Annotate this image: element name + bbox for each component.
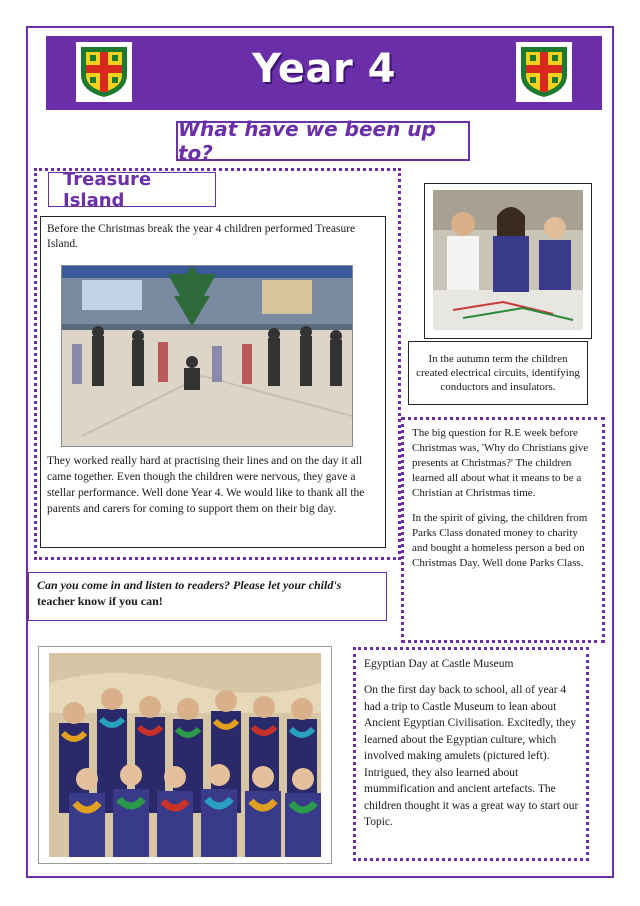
circuits-caption: In the autumn term the children created electrical circuits, identifying conductors and insulators. bbox=[408, 341, 588, 405]
re-week-section bbox=[401, 417, 605, 643]
treasure-island-heading: Treasure Island bbox=[48, 172, 216, 207]
egyptian-day-title: Egyptian Day at Castle Museum bbox=[364, 658, 514, 670]
header-banner bbox=[46, 36, 602, 110]
school-crest-icon bbox=[516, 42, 572, 102]
readers-request-line2: teacher know if you can! bbox=[37, 594, 163, 608]
play-performance-photo bbox=[61, 265, 353, 447]
egyptian-day-class-photo bbox=[49, 653, 321, 857]
re-week-paragraph: In the spirit of giving, the children from Parks Class donated money to charity and bought a homeless person a bed on Christmas Day. Well done Parks Class. bbox=[412, 512, 588, 569]
electrical-circuits-photo bbox=[433, 190, 583, 330]
treasure-island-article bbox=[40, 216, 386, 548]
egyptian-day-section bbox=[353, 647, 589, 861]
readers-request bbox=[28, 572, 387, 621]
circuits-photo-frame bbox=[424, 183, 592, 339]
subtitle: What have we been up to? bbox=[176, 121, 470, 161]
egyptian-day-photo-frame bbox=[38, 646, 332, 864]
treasure-island-body: They worked really hard at practising their lines and on the day it all came together. Even though the children were nervous, they gave a stellar performance. Well done Year 4. We would like to thank all the parents and carers for coming to support them on their big day. bbox=[47, 455, 365, 515]
treasure-island-intro: Before the Christmas break the year 4 children performed Treasure Island. bbox=[47, 223, 356, 250]
re-week-text bbox=[412, 426, 596, 571]
readers-request-line1: Can you come in and listen to readers? Please let your child's bbox=[37, 578, 342, 592]
egyptian-day-body: On the first day back to school, all of year 4 had a trip to Castle Museum to lean about Ancient Egyptian Civilisation. Excitedly, they learned about the Egyptian culture, which involved making amulets (pictured left). Intrigued, they also learned about mummification and ancient artefacts. The children thought it was a great way to start our Topic. bbox=[364, 684, 579, 828]
page-title: Year 4 bbox=[252, 46, 396, 92]
re-week-paragraph: The big question for R.E week before Christmas was, 'Why do Christians give presents at Christmas?' The children learned all about what it means to be a Christian at Christmas time. bbox=[412, 427, 589, 499]
